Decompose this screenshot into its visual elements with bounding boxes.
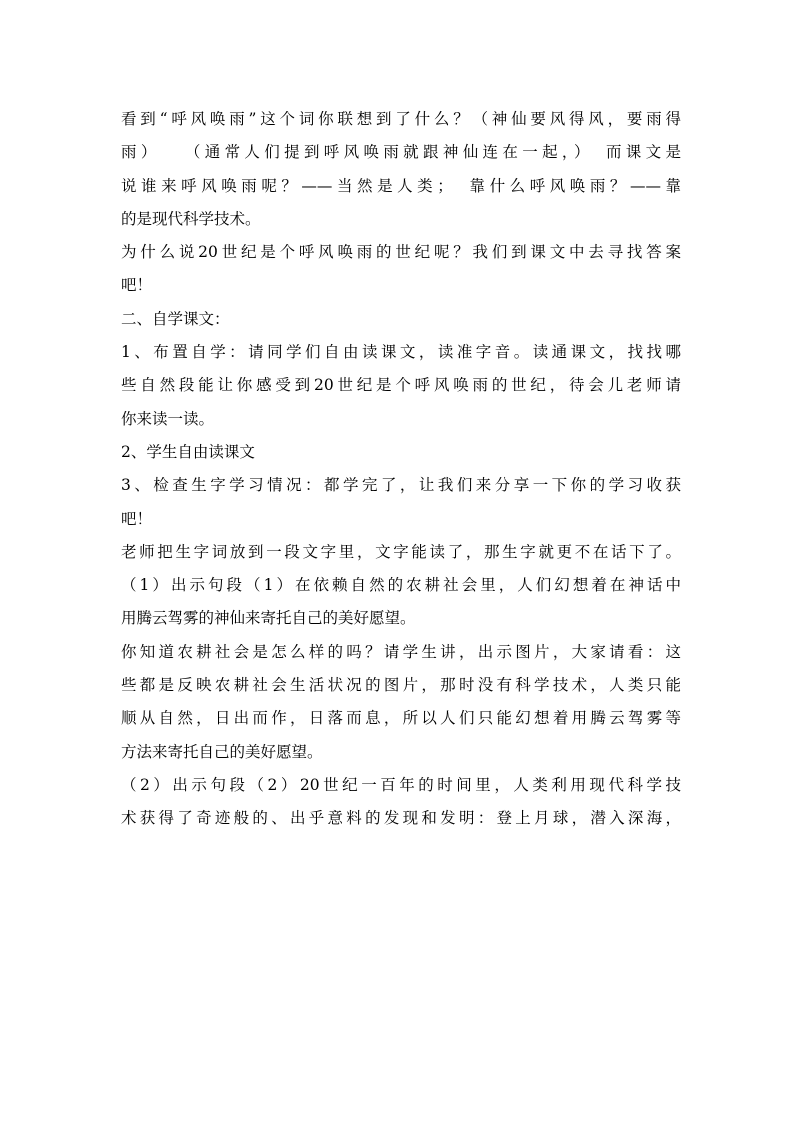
paragraph-line: 3、检查生字学习情况：都学完了，让我们来分享一下你的学习收获 xyxy=(121,476,681,495)
paragraph-line: 为什么说20世纪是个呼风唤雨的世纪呢？我们到课文中去寻找答案 xyxy=(121,243,681,262)
paragraph-line: （1）出示句段（1）在依赖自然的农耕社会里，人们幻想着在神话中 xyxy=(121,576,681,595)
paragraph-line: 雨） （通常人们提到呼风唤雨就跟神仙连在一起，） 而课文是 xyxy=(121,143,681,162)
paragraph-line: 些都是反映农耕社会生活状况的图片，那时没有科学技术，人类只能 xyxy=(121,676,681,695)
paragraph-line: 吧！ xyxy=(121,509,153,528)
paragraph-line: （2）出示句段（2）20世纪一百年的时间里，人类利用现代科学技 xyxy=(121,775,681,794)
paragraph-line: 吧！ xyxy=(121,276,153,295)
paragraph-line: 2、学生自由读课文 xyxy=(121,442,255,461)
paragraph-line: 方法来寄托自己的美好愿望。 xyxy=(121,742,323,761)
paragraph-line: 顺从自然，日出而作，日落而息，所以人们只能幻想着用腾云驾雾等 xyxy=(121,709,681,728)
section-heading: 二、自学课文： xyxy=(121,309,230,328)
paragraph-line: 说谁来呼风唤雨呢？——当然是人类； 靠什么呼风唤雨？——靠 xyxy=(121,176,681,195)
paragraph-line: 你来读一读。 xyxy=(121,409,215,428)
paragraph-line: 你知道农耕社会是怎么样的吗？请学生讲，出示图片，大家请看：这 xyxy=(121,642,681,661)
paragraph-line: 术获得了奇迹般的、出乎意料的发现和发明：登上月球，潜入深海， xyxy=(121,809,681,828)
paragraph-line: 的是现代科学技术。 xyxy=(121,209,261,228)
paragraph-line: 看到“呼风唤雨”这个词你联想到了什么？（神仙要风得风，要雨得 xyxy=(121,110,681,128)
paragraph-line: 用腾云驾雾的神仙来寄托自己的美好愿望。 xyxy=(121,609,416,628)
document-body xyxy=(121,103,681,836)
paragraph-line: 些自然段能让你感受到20世纪是个呼风唤雨的世纪，待会儿老师请 xyxy=(121,376,681,395)
paragraph-line: 1、布置自学：请同学们自由读课文，读准字音。读通课文，找找哪 xyxy=(121,343,681,362)
paragraph-line: 老师把生字词放到一段文字里，文字能读了，那生字就更不在话下了。 xyxy=(121,542,681,561)
